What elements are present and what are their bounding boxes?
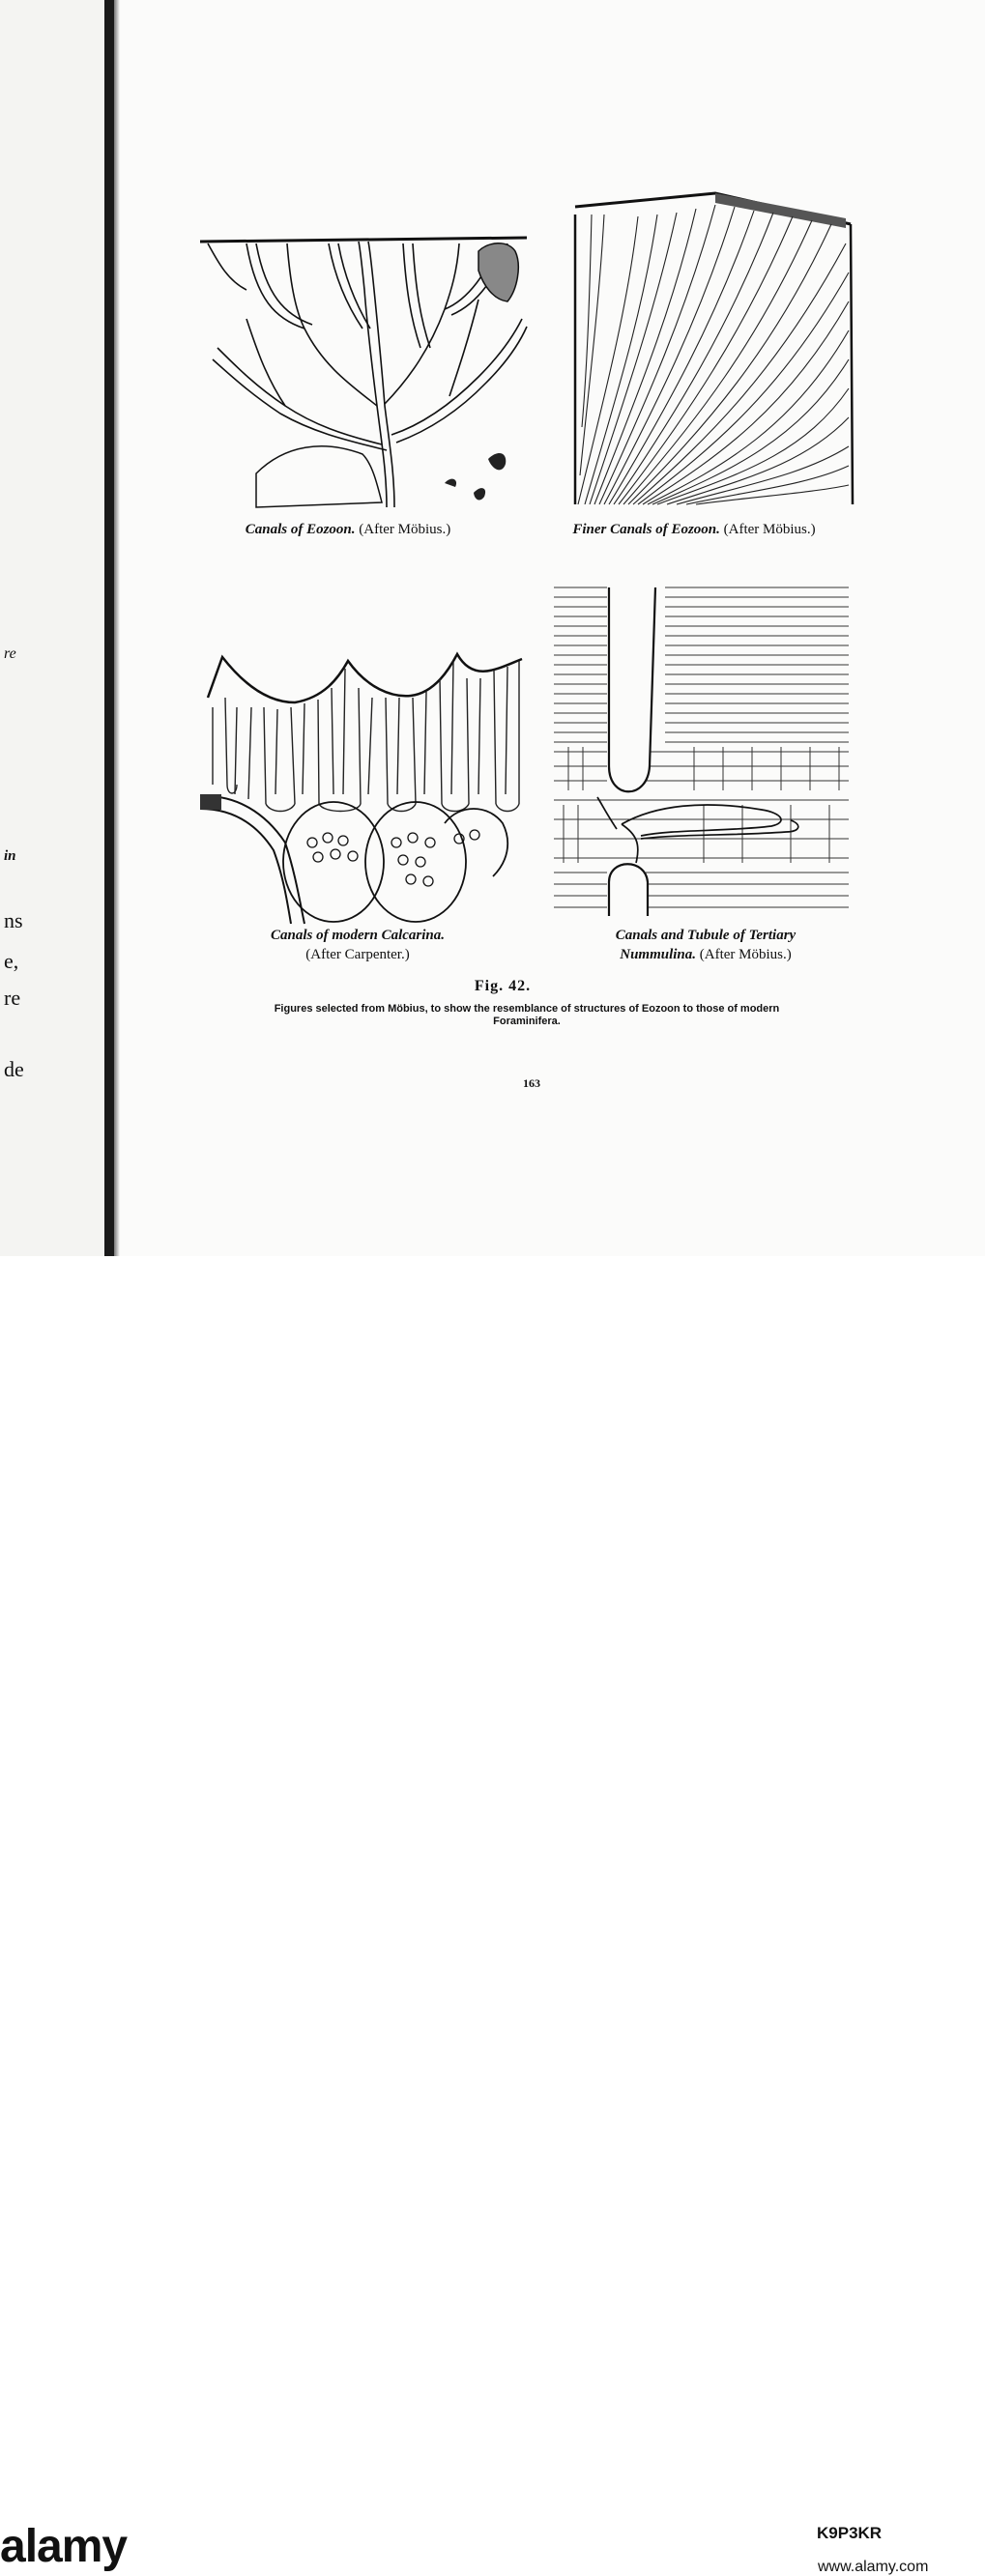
figure-description <box>184 1003 870 1028</box>
figure-description-line: Foraminifera. <box>493 1016 561 1027</box>
facing-page-edge <box>0 0 104 1256</box>
figure-title: Finer Canals of Eozoon. <box>572 522 720 537</box>
figure-title: Nummulina. <box>620 947 697 962</box>
figure-title: Canals of modern Calcarina. <box>270 928 446 943</box>
margin-fragment: re <box>4 986 21 1010</box>
stock-watermark-bar <box>0 1256 985 2575</box>
figure-credit: (After Möbius.) <box>723 522 816 537</box>
figure-title: Canals and Tubule of Tertiary <box>615 928 797 943</box>
eozoon-finer-canals-illustration <box>570 186 860 509</box>
figure-title: Canals of Eozoon. <box>245 522 356 537</box>
margin-fragment: e, <box>4 949 19 973</box>
figure-description-line: Figures selected from Möbius, to show the resemblance of structures of Eozoon to those of modern <box>274 1003 780 1015</box>
figure-credit: (After Möbius.) <box>699 947 792 962</box>
figure-caption <box>198 522 498 538</box>
margin-fragment: re <box>4 645 16 662</box>
margin-fragment: in <box>4 848 16 864</box>
margin-fragment: ns <box>4 908 23 932</box>
figure-number: Fig. 42. <box>474 978 532 994</box>
figure-caption <box>520 522 868 538</box>
figure-caption <box>198 926 517 964</box>
margin-fragment: de <box>4 1057 24 1081</box>
nummulina-canals-illustration <box>549 583 854 916</box>
book-spine <box>104 0 114 1256</box>
page-number: 163 <box>523 1076 540 1090</box>
figure-credit: (After Möbius.) <box>359 522 451 537</box>
image-id: K9P3KR <box>817 2524 883 2542</box>
alamy-logo: alamy <box>0 2521 128 2572</box>
figure-credit: (After Carpenter.) <box>305 947 410 962</box>
spine-shadow <box>114 0 120 1256</box>
figure-caption <box>556 926 855 964</box>
scanned-page <box>0 0 985 1256</box>
eozoon-canals-illustration <box>198 232 532 512</box>
alamy-url: www.alamy.com <box>818 2559 929 2575</box>
calcarina-canals-illustration <box>198 649 527 925</box>
